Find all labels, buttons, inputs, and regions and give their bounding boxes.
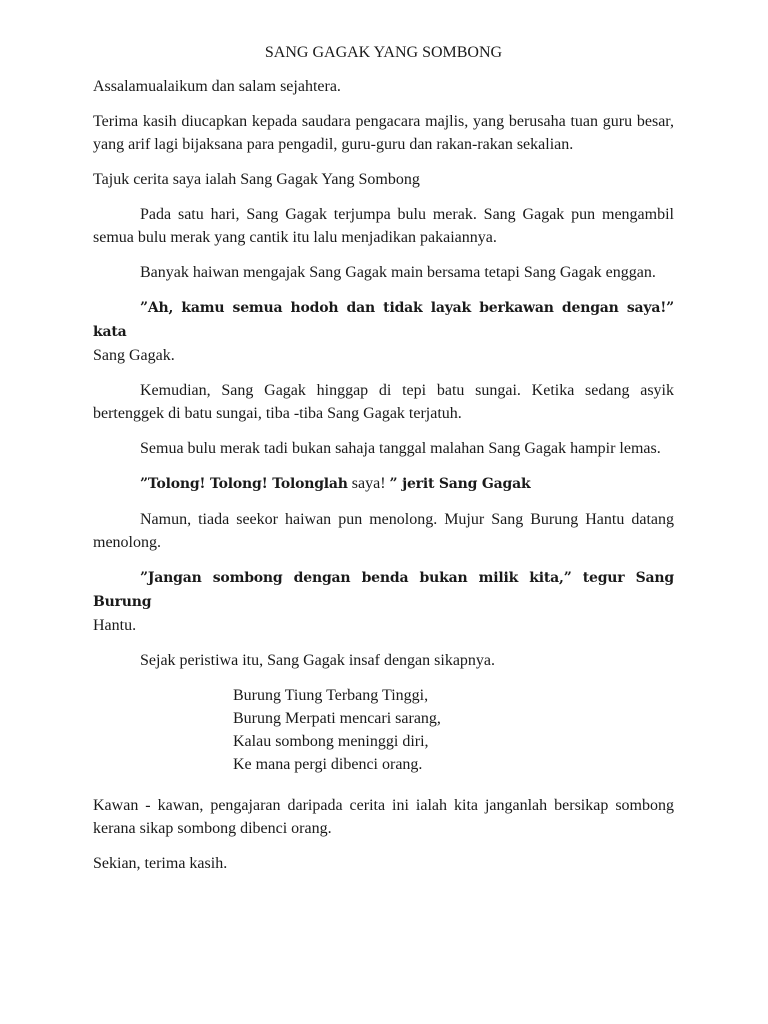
story-paragraph-5: Semua bulu merak tadi bukan sahaja tanggal malahan Sang Gagak hampir lemas. <box>140 440 661 457</box>
lesson-paragraph: Kawan - kawan, pengajaran daripada cerita ini ialah kita janganlah bersikap sombong kerana sikap sombong dibenci orang. <box>93 797 674 837</box>
crow-dialog-attribution: Sang Gagak. <box>93 347 175 364</box>
help-dialog-plain: saya! <box>347 475 390 492</box>
document-page <box>93 41 674 887</box>
thanks-paragraph: Terima kasih diucapkan kepada saudara pengacara majlis, yang berusaha tuan guru besar, yang arif lagi bijaksana para pengadil, guru-guru dan rakan-rakan sekalian. <box>93 113 674 153</box>
story-paragraph-9: Sejak peristiwa itu, Sang Gagak insaf dengan sikapnya. <box>140 652 496 669</box>
story-paragraph-2: Banyak haiwan mengajak Sang Gagak main bersama tetapi Sang Gagak enggan. <box>140 264 656 281</box>
pantun-poem <box>233 684 674 776</box>
story-paragraph-7: Namun, tiada seekor haiwan pun menolong. Mujur Sang Burung Hantu datang menolong. <box>93 511 674 551</box>
help-dialog-attribution: ” jerit Sang Gagak <box>389 476 531 492</box>
greeting-paragraph: Assalamualaikum dan salam sejahtera. <box>93 78 341 95</box>
poem-line: Kalau sombong meninggi diri, <box>233 733 429 750</box>
story-paragraph-8 <box>93 566 674 637</box>
poem-line: Ke mana pergi dibenci orang. <box>233 756 423 773</box>
crow-dialog-quote: ”Ah, kamu semua hodoh dan tidak layak berkawan dengan saya!” kata <box>93 300 674 340</box>
topic-paragraph: Tajuk cerita saya ialah Sang Gagak Yang Sombong <box>93 171 420 188</box>
poem-line: Burung Tiung Terbang Tinggi, <box>233 687 429 704</box>
story-paragraph-6 <box>93 472 674 496</box>
owl-dialog-attribution: Hantu. <box>93 617 137 634</box>
document-title: SANG GAGAK YANG SOMBONG <box>264 44 503 61</box>
help-dialog-quote: ”Tolong! Tolong! Tolonglah <box>140 476 348 492</box>
story-paragraph-3 <box>93 296 674 367</box>
poem-line: Burung Merpati mencari sarang, <box>233 710 441 727</box>
closing-paragraph: Sekian, terima kasih. <box>93 855 228 872</box>
owl-dialog-quote: ”Jangan sombong dengan benda bukan milik kita,” tegur Sang Burung <box>93 570 674 610</box>
story-paragraph-1: Pada satu hari, Sang Gagak terjumpa bulu merak. Sang Gagak pun mengambil semua bulu merak yang cantik itu lalu menjadikan pakaiannya. <box>93 206 674 246</box>
story-paragraph-4: Kemudian, Sang Gagak hinggap di tepi batu sungai. Ketika sedang asyik bertenggek di batu sungai, tiba -tiba Sang Gagak terjatuh. <box>93 382 674 422</box>
